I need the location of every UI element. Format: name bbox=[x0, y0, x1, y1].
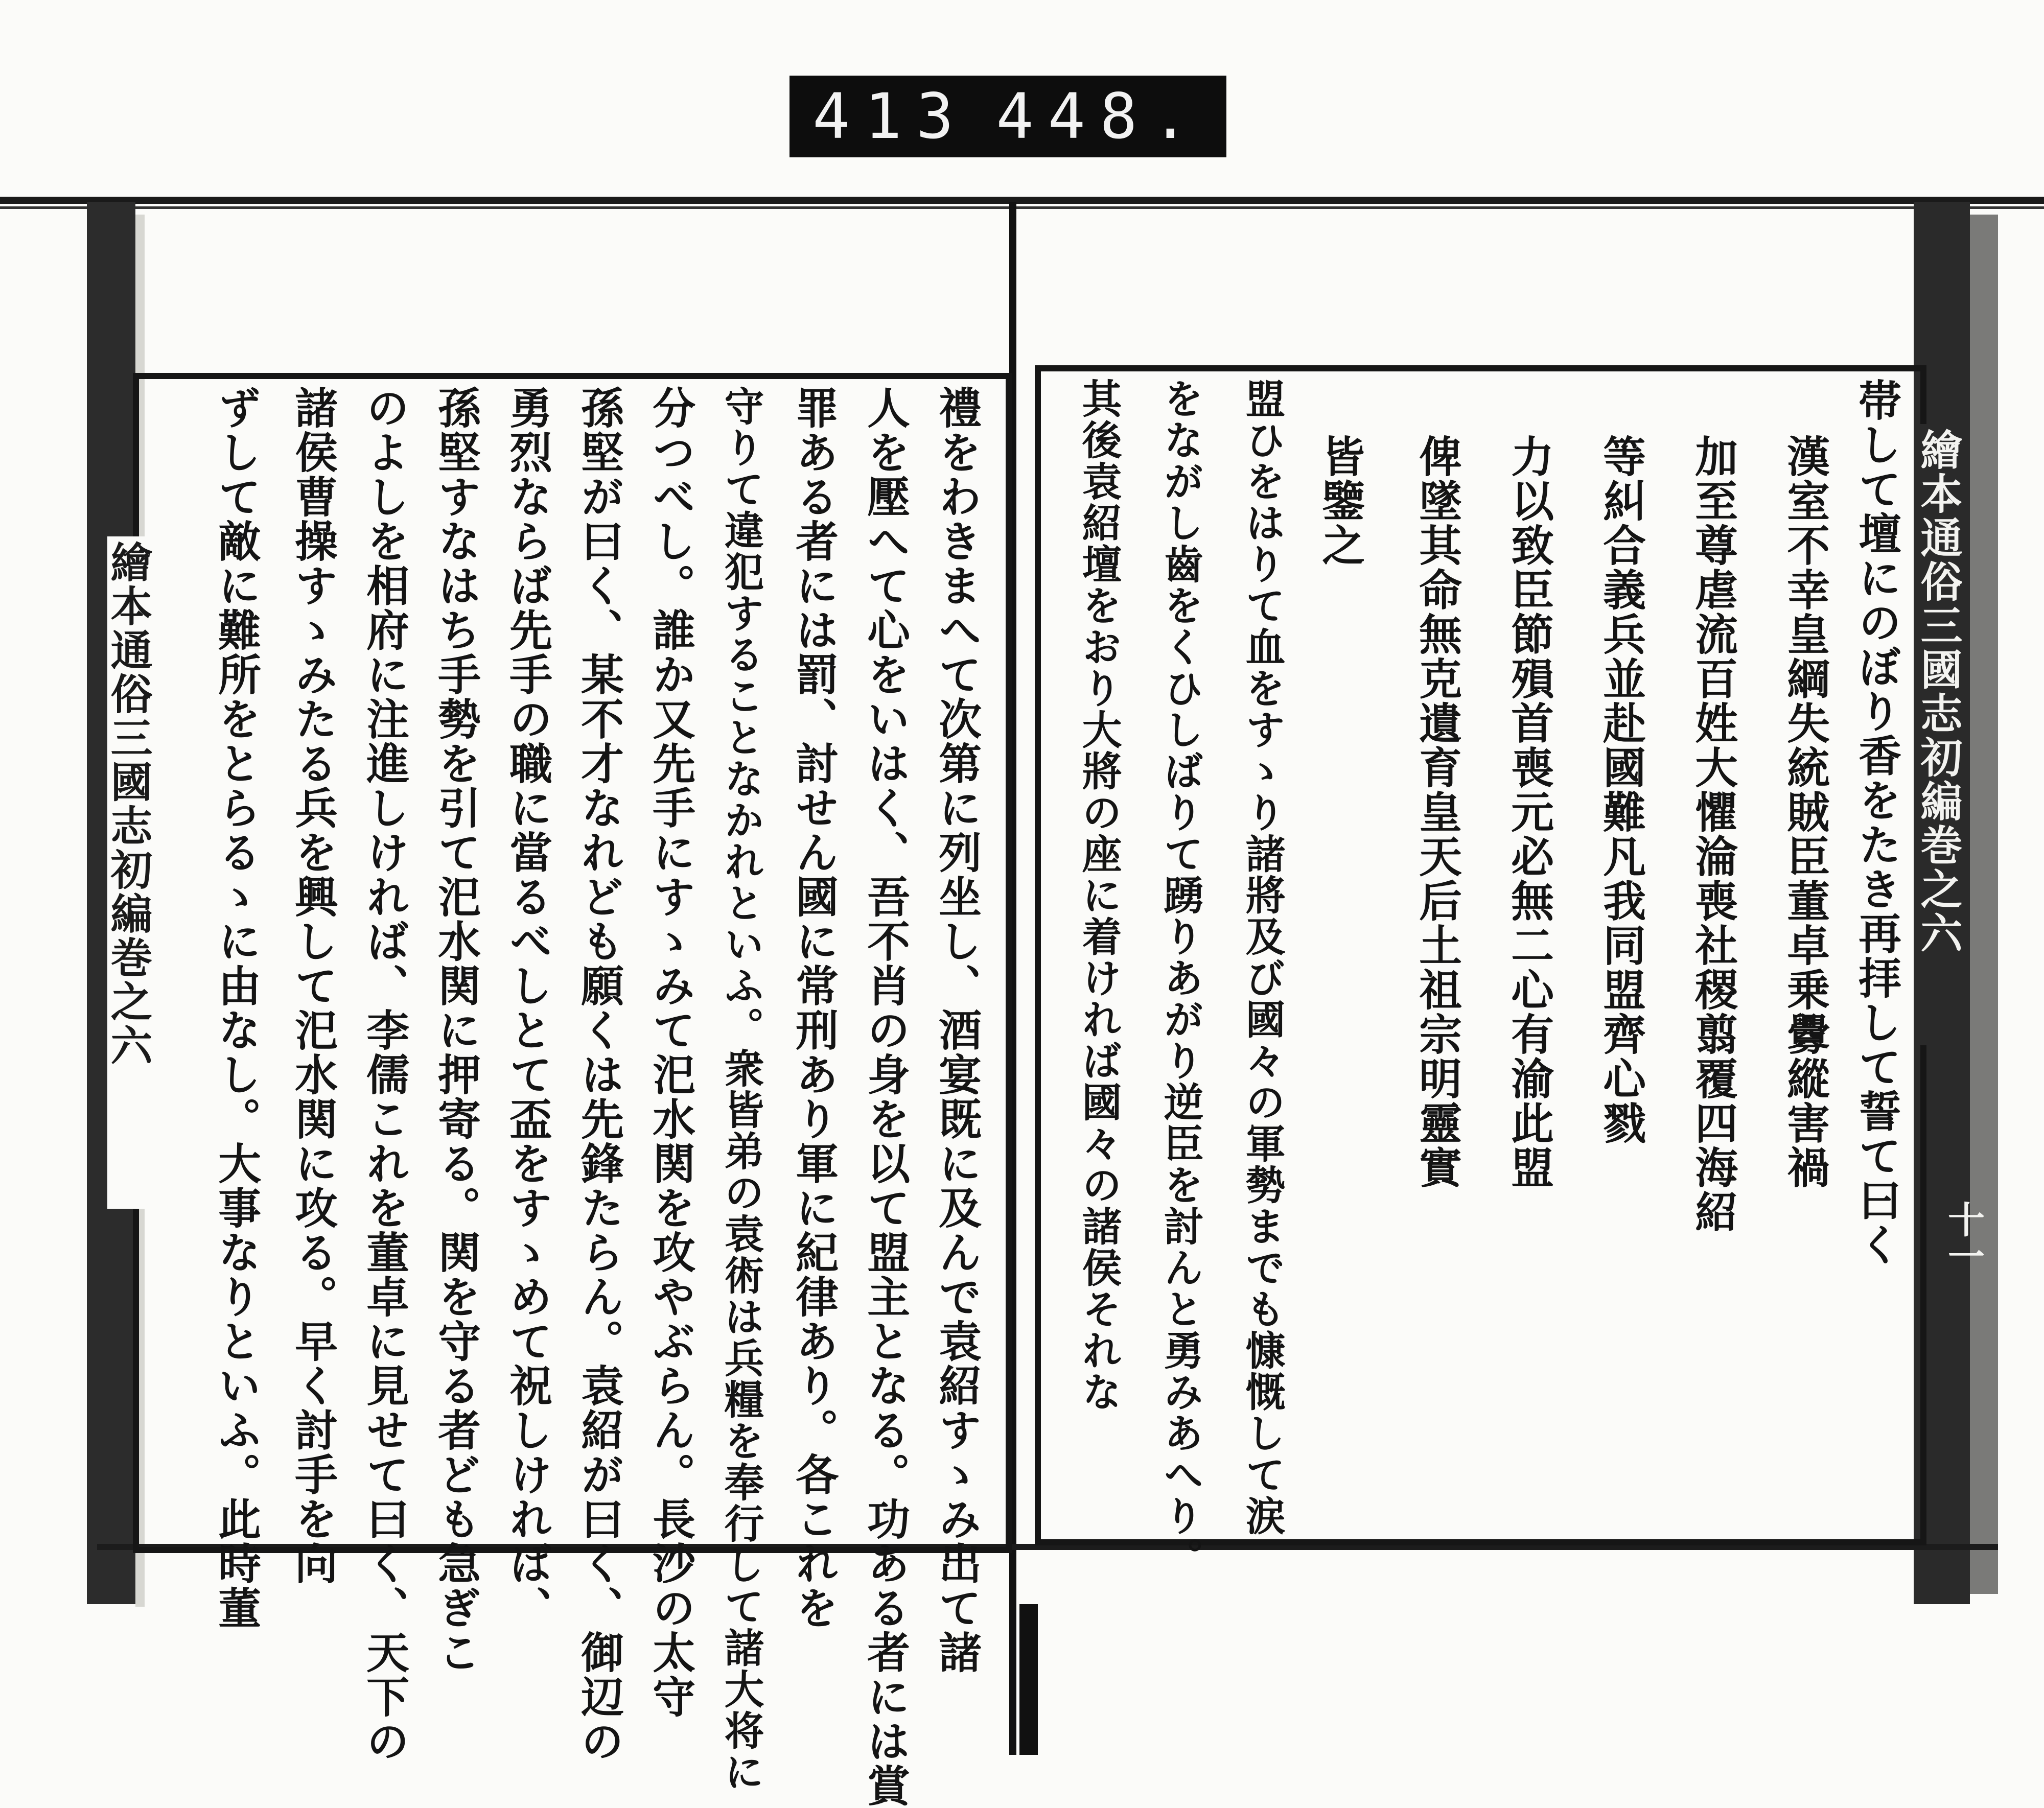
number-tag-left: 413 bbox=[812, 80, 968, 153]
right-col-7: 皆鑒之 bbox=[1315, 434, 1366, 568]
left-col-5: 分つべし。誰か又先手にすゝみて汜水関を攻やぶらん。長沙の太守 bbox=[645, 386, 696, 1719]
number-tag-right: 448. bbox=[996, 80, 1203, 153]
left-col-3: 罪ある者には罰、討せん國に常刑あり軍に紀律あり。各これを bbox=[788, 386, 840, 1630]
right-col-9: をながし齒をくひしばりて踴りあがり逆臣を討んと勇みあへり。 bbox=[1157, 378, 1204, 1578]
left-col-10: 諸侯曹操すゝみたる兵を興して汜水関に攻る。早く討手を向 bbox=[288, 386, 339, 1586]
right-col-3: 加至尊虐流百姓大懼淪喪社稷翦覆四海紹 bbox=[1688, 434, 1739, 1234]
left-col-9: のよしを相府に注進しければ、李儒これを董卓に見せて曰く、天下の bbox=[359, 386, 410, 1764]
left-col-1: 禮をわきまへて次第に列坐し、酒宴既に及んで袁紹すゝみ出て諸 bbox=[932, 386, 983, 1675]
left-col-6: 孫堅が曰く、某不才なれども願くは先鋒たらん。袁紹が曰く、御辺の bbox=[574, 386, 625, 1764]
top-rule-thin bbox=[0, 206, 2044, 209]
right-col-5: 力以致臣節殞首喪元必無二心有渝此盟 bbox=[1504, 434, 1555, 1190]
center-gutter-foot bbox=[1019, 1604, 1038, 1755]
right-col-1: 帯して壇にのぼり香をたき再拝して誓て曰く bbox=[1851, 378, 1902, 1267]
left-col-2: 人を壓へて心をいはく、吾不肖の身を以て盟主となる。功ある者には賞 bbox=[860, 386, 911, 1808]
left-col-7: 勇烈ならば先手の職に當るべしとて盃をすゝめて祝しければ、 bbox=[502, 386, 553, 1630]
right-col-4: 等糾合義兵並赴國難凡我同盟齊心戮 bbox=[1596, 434, 1647, 1145]
left-page-title: 繪本通俗三國志初編巻之六 bbox=[107, 536, 149, 1209]
top-rule bbox=[0, 197, 2044, 204]
right-spine-edge bbox=[1970, 215, 1998, 1594]
right-page-title: 繪本通俗三國志初編巻之六 bbox=[1917, 424, 1959, 1045]
left-col-11: ずして敵に難所をとらるゝに由なし。大事なりといふ。此時董 bbox=[211, 386, 262, 1630]
right-page-number: 十一 bbox=[1942, 1201, 1985, 1274]
right-col-10: 其後袁紹壇をおり大將の座に着ければ國々の諸侯それな bbox=[1075, 378, 1122, 1413]
right-col-8: 盟ひをはりて血をすゝり諸將及び國々の軍勢までも慷慨して涙 bbox=[1239, 378, 1286, 1537]
left-col-8: 孫堅すなはち手勢を引て汜水関に押寄る。関を守る者ども急ぎこ bbox=[431, 386, 482, 1675]
right-col-2: 漢室不幸皇綱失統賊臣董卓乗釁縱害禍 bbox=[1780, 434, 1831, 1190]
right-col-6: 俾墜其命無克遺育皇天后土祖宗明靈實 bbox=[1412, 434, 1463, 1190]
left-col-4: 守りて違犯することなかれといふ。衆皆弟の袁術は兵糧を奉行して諸大将に bbox=[717, 386, 764, 1793]
archive-number-tag bbox=[789, 76, 1226, 157]
